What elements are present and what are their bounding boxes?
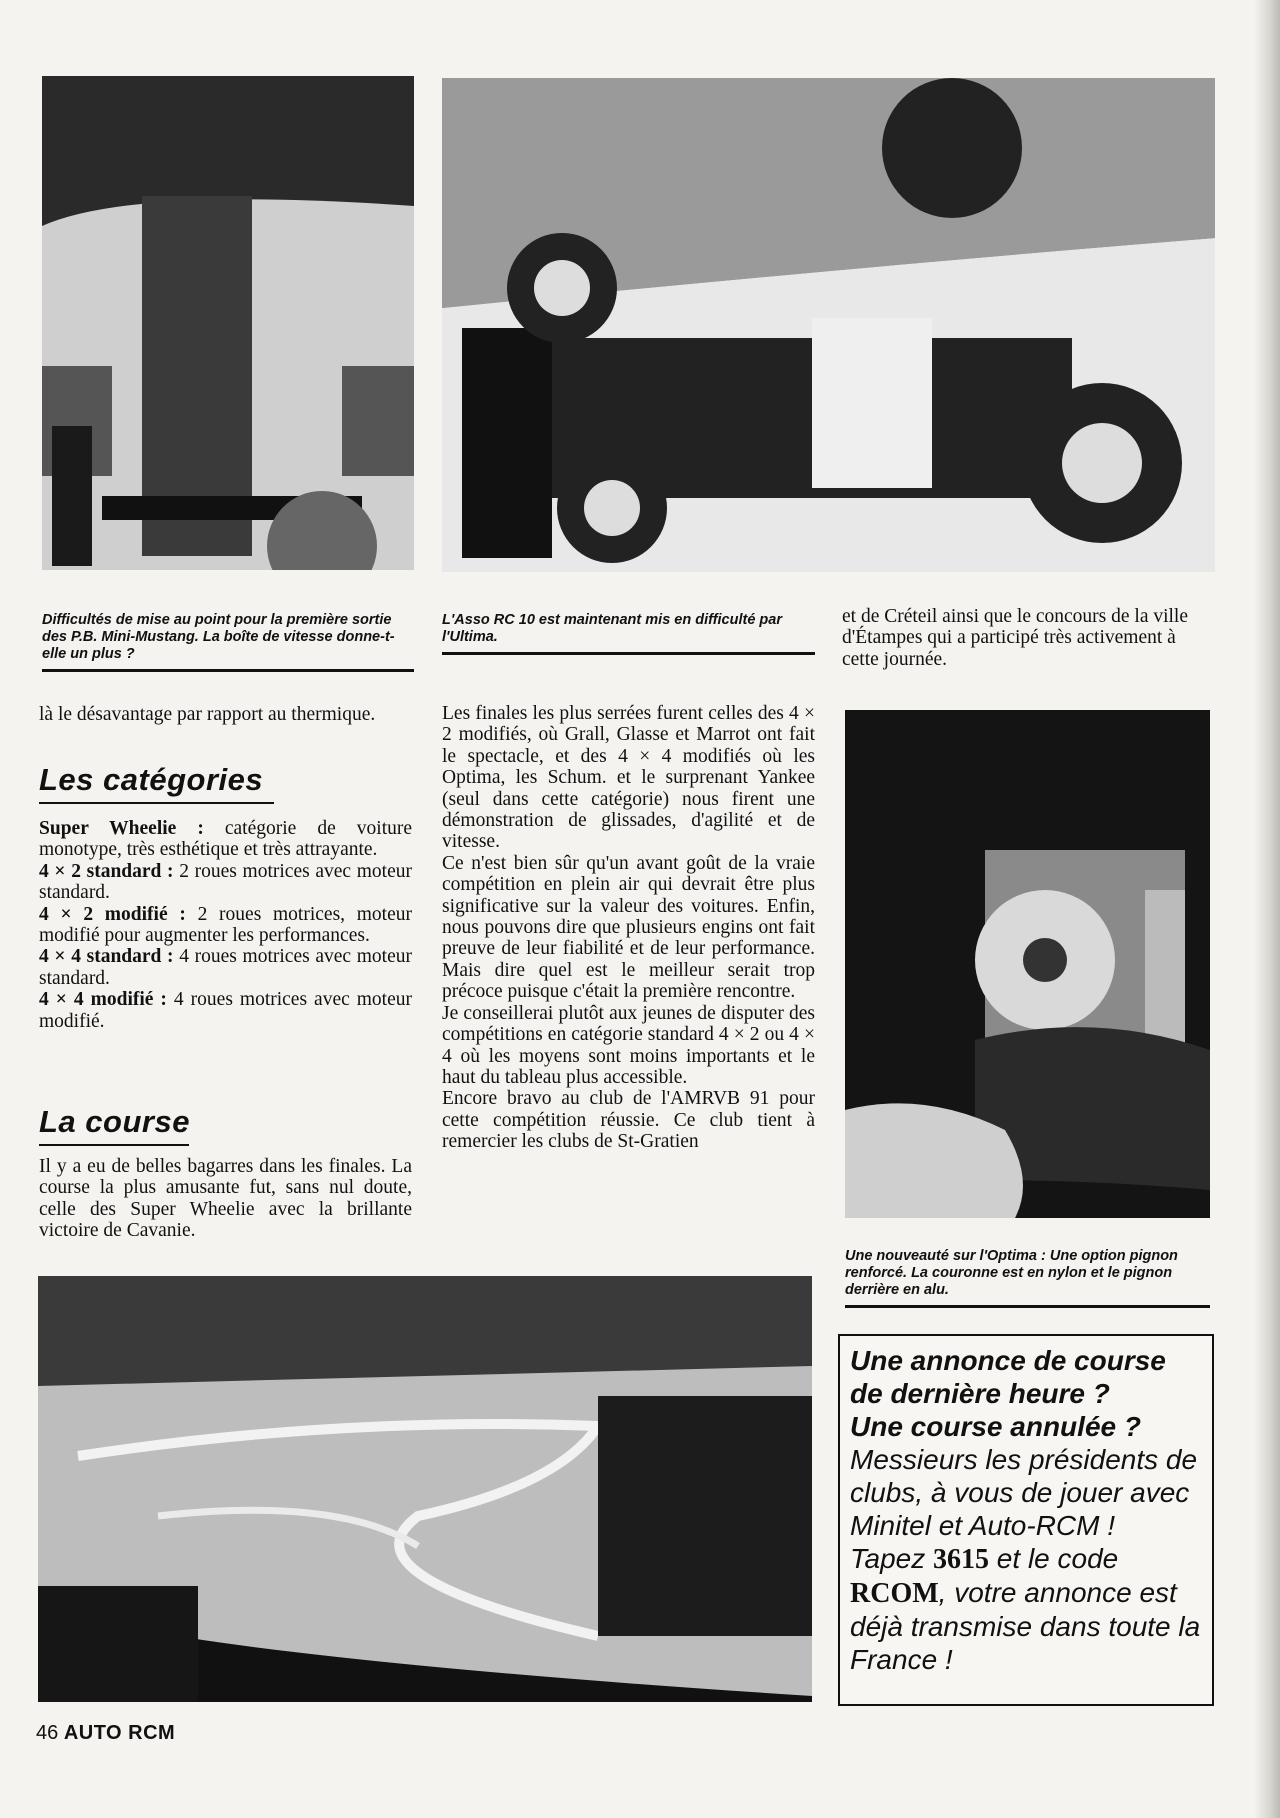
category-4x4-modifie bbox=[39, 989, 412, 1032]
column3-text: et de Créteil ainsi que le concours de la ville d'Étampes qui a participé très activement à cette journée. bbox=[842, 606, 1189, 670]
column-1 bbox=[39, 704, 412, 725]
category-4x4-standard bbox=[39, 946, 412, 989]
announcement-line4 bbox=[850, 1542, 1202, 1676]
category-4x2-standard-label: 4 × 2 standard : bbox=[39, 860, 174, 882]
photo-optima-gearbox bbox=[845, 710, 1210, 1218]
announcement-line1: Une annonce de course de dernière heure ? bbox=[850, 1345, 1166, 1409]
category-4x2-modifie bbox=[39, 904, 412, 947]
photo-asso-rc10 bbox=[442, 78, 1215, 572]
category-4x4-modifie-text: 4 roues motrices avec moteur modifié. bbox=[39, 989, 412, 1032]
photo-race-track bbox=[38, 1276, 812, 1702]
category-4x4-modifie-label: 4 × 4 modifié : bbox=[39, 989, 167, 1011]
announcement-line4c: , votre annonce est déjà transmise dans toute la France ! bbox=[850, 1577, 1201, 1675]
heading-course-rule bbox=[39, 1144, 189, 1146]
caption-photo3: Une nouveauté sur l'Optima : Une option pignon renforcé. La couronne est en nylon et le pignon derrière en alu. bbox=[845, 1248, 1210, 1308]
page-spine-shadow bbox=[1254, 0, 1280, 1818]
column2-para1: Les finales les plus serrées furent celles des 4 × 2 modifiés, où Grall, Glasse et Marrot ont fait le spectacle, et des 4 × 4 modifiés où les Optima, les Schum. et le surprenant Yankee (seul dans cette catégorie) nous firent une démonstration de glissades, d'agilité et de vitesse. bbox=[442, 703, 815, 853]
caption-photo1: Difficultés de mise au point pour la première sortie des P.B. Mini-Mustang. La boîte de vitesse donne-t-elle un plus ? bbox=[42, 612, 414, 672]
heading-course: La course bbox=[39, 1104, 190, 1139]
column2-para4: Encore bravo au club de l'AMRVB 91 pour cette compétition réussie. Ce club tient à remercier les clubs de St-Gratien bbox=[442, 1088, 815, 1153]
page-footer bbox=[36, 1722, 175, 1745]
announcement-line2: Une course annulée ? bbox=[850, 1411, 1141, 1442]
announcement-line4b: et le code bbox=[989, 1543, 1119, 1574]
category-4x2-modifie-text: 2 roues motrices, moteur modifié pour augmenter les performances. bbox=[39, 903, 412, 947]
column-3 bbox=[842, 606, 1215, 670]
minitel-code-3615: 3615 bbox=[933, 1544, 990, 1575]
caption-photo2: L'Asso RC 10 est maintenant mis en difficulté par l'Ultima. bbox=[442, 612, 815, 655]
category-4x4-standard-text: 4 roues motrices avec moteur standard. bbox=[39, 946, 412, 989]
course-text bbox=[39, 1156, 412, 1242]
magazine-name: AUTO RCM bbox=[63, 1722, 176, 1744]
announcement-line3: Messieurs les présidents de clubs, à vous de jouer avec Minitel et Auto-RCM ! bbox=[850, 1444, 1198, 1541]
heading-categories-rule bbox=[39, 802, 274, 804]
category-4x2-modifie-label: 4 × 2 modifié : bbox=[39, 903, 186, 925]
course-paragraph: Il y a eu de belles bagarres dans les finales. La course la plus amusante fut, sans nul doute, celle des Super Wheelie avec la brillante victoire de Cavanie. bbox=[39, 1156, 412, 1242]
categories-list bbox=[39, 818, 412, 1032]
minitel-code-rcom: RCOM bbox=[850, 1578, 939, 1609]
column1-intro: là le désavantage par rapport au thermique. bbox=[39, 704, 376, 725]
category-4x4-standard-label: 4 × 4 standard : bbox=[39, 946, 174, 968]
category-super-wheelie-label: Super Wheelie : bbox=[39, 818, 204, 839]
category-4x2-standard bbox=[39, 861, 412, 904]
page-number: 46 bbox=[36, 1722, 59, 1744]
category-super-wheelie bbox=[39, 818, 412, 861]
photo-buggy-chassis-top bbox=[42, 76, 414, 570]
announcement-box bbox=[838, 1334, 1214, 1706]
announcement-line4a: Tapez bbox=[850, 1543, 934, 1574]
column2-para2: Ce n'est bien sûr qu'un avant goût de la vraie compétition en plein air qui devrait être plus significative sur la valeur des voitures. Enfin, nous pouvons dire que plusieurs engins ont fait preuve de leur fiabilité et de leur performance. Mais dire quel est le meilleur serait trop précoce puisque c'était la première rencontre. bbox=[442, 852, 815, 1003]
column-2 bbox=[442, 703, 815, 1153]
category-4x2-standard-text: 2 roues motrices avec moteur standard. bbox=[39, 860, 412, 904]
category-super-wheelie-text: catégorie de voiture monotype, très esthétique et très attrayante. bbox=[39, 818, 413, 861]
heading-categories: Les catégories bbox=[39, 762, 264, 797]
column2-para3: Je conseillerai plutôt aux jeunes de disputer des compétitions en catégorie standard 4 × 2 ou 4 × 4 où les moyens sont moins importants et le haut du tableau plus accessible. bbox=[442, 1002, 815, 1088]
